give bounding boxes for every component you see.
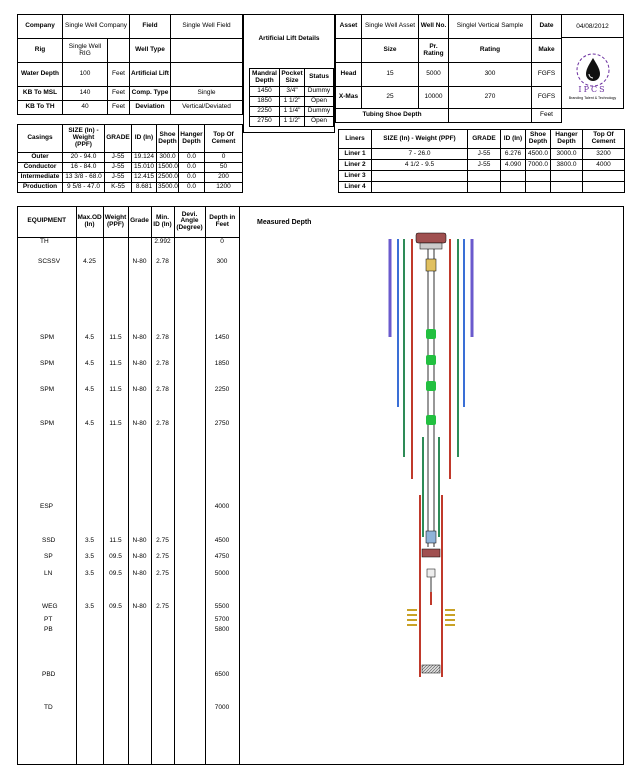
- spm-icon: [426, 329, 436, 339]
- liners-table: [338, 129, 625, 193]
- equipment-min-id: 2.992: [154, 238, 171, 245]
- casing-size: 20 - 94.0: [63, 153, 105, 163]
- kb-th-label: KB To TH: [18, 101, 63, 115]
- liner-grade: [468, 171, 501, 182]
- equipment-grade: N-80: [132, 537, 147, 544]
- top-of-cement-header: Top Of Cement: [205, 125, 243, 153]
- plug-back-icon: [422, 665, 440, 673]
- equipment-grade: N-80: [132, 603, 147, 610]
- casing-grade: J-55: [105, 153, 132, 163]
- equipment-depth: 1450: [214, 334, 230, 341]
- casing-grade: J-55: [105, 163, 132, 173]
- equipment-depth: 4750: [214, 553, 230, 560]
- equipment-grade: N-80: [132, 570, 147, 577]
- pocket-size: 1 1/4": [280, 107, 305, 117]
- equipment-grade: N-80: [132, 553, 147, 560]
- artificial-lift-title: Artificial Lift Details: [258, 35, 320, 42]
- liner-size: 7 - 26.0: [372, 149, 468, 160]
- equipment-grade: N-80: [132, 334, 147, 341]
- equipment-row: [18, 536, 239, 546]
- logo-box: [561, 37, 624, 109]
- rating-label: Rating: [449, 39, 532, 63]
- liner-shoe: 4500.0: [526, 149, 551, 160]
- liner-shoe: 7000.0: [526, 160, 551, 171]
- equipment-min-id: 2.75: [156, 603, 169, 610]
- equipment-header: [18, 207, 239, 238]
- casing-toc: 0: [205, 153, 243, 163]
- equipment-row: [18, 602, 239, 612]
- date-text: 04/08/2012: [576, 22, 609, 30]
- equipment-min-id: 2.75: [156, 553, 169, 560]
- table-row: [339, 171, 625, 182]
- equipment-max-od: 4.5: [84, 334, 95, 341]
- equipment-weight: 11.5: [109, 386, 122, 393]
- casing-hanger: 0.0: [179, 163, 205, 173]
- artificial-lift-panel: [243, 14, 335, 133]
- equipment-min-id: 2.78: [156, 360, 169, 367]
- liner-grade: J-55: [468, 149, 501, 160]
- casings-table: [17, 124, 243, 193]
- head-label: Head: [336, 63, 362, 87]
- liner-hanger: 3000.0: [551, 149, 583, 160]
- liner-shoe-header: Shoe Depth: [526, 130, 551, 149]
- equipment-depth: 1850: [214, 360, 230, 367]
- equipment-row: [18, 333, 239, 343]
- equipment-row: [18, 419, 239, 429]
- asset-table: [335, 14, 562, 123]
- casing-name: Outer: [18, 153, 63, 163]
- equipment-name: SSD: [42, 537, 56, 544]
- landing-nipple-icon: [427, 569, 435, 577]
- equipment-row: [18, 552, 239, 562]
- liner-id: [501, 182, 526, 193]
- equipment-name: ESP: [40, 503, 54, 510]
- asset-value: Single Well Asset: [362, 15, 419, 39]
- equipment-max-od: 3.5: [84, 537, 95, 544]
- mandral-depth: 1850: [250, 97, 280, 107]
- ssd-icon: [426, 531, 436, 543]
- pr-rating-label: Pr. Rating: [419, 39, 449, 63]
- casing-size: 16 - 84.0: [63, 163, 105, 173]
- casing-id: 19.124: [132, 153, 157, 163]
- liner-toc-header: Top Of Cement: [583, 130, 625, 149]
- valve-status: Open: [305, 117, 334, 127]
- liner-size: 4 1/2 - 9.5: [372, 160, 468, 171]
- equipment-row: [18, 569, 239, 579]
- well-type-value: [171, 39, 243, 63]
- id-header: ID (In): [132, 125, 157, 153]
- liner-toc: [583, 171, 625, 182]
- casing-toc: 50: [205, 163, 243, 173]
- liner-id: 4.090: [501, 160, 526, 171]
- date-value: [561, 14, 624, 38]
- casing-shoe: 300.0: [157, 153, 179, 163]
- equipment-max-od: 3.5: [84, 603, 95, 610]
- equipment-max-od: 3.5: [84, 570, 95, 577]
- size-label: Size: [362, 39, 419, 63]
- valve-status: Dummy: [305, 87, 334, 97]
- artificial-lift-row: [250, 97, 334, 107]
- equipment-weight: 09.5: [109, 603, 122, 610]
- equipment-depth: 2750: [214, 420, 230, 427]
- casing-size: 13 3/8 - 68.0: [63, 173, 105, 183]
- artificial-lift-row: [250, 107, 334, 117]
- artificial-lift-value: [171, 63, 243, 87]
- equipment-depth: 5000: [214, 570, 230, 577]
- tubing-head-icon: [416, 233, 446, 243]
- casing-name: Production: [18, 183, 63, 193]
- spm-icon: [426, 355, 436, 365]
- perforation-left-icon: [407, 609, 417, 626]
- well-type-label: Well Type: [130, 39, 171, 63]
- equipment-row: [18, 703, 239, 713]
- equipment-row: [18, 385, 239, 395]
- liner-name: Liner 3: [339, 171, 372, 182]
- artificial-lift-label: Artificial Lift: [130, 63, 171, 87]
- casing-hanger: 0.0: [179, 153, 205, 163]
- kb-msl-unit: Feet: [108, 87, 130, 101]
- liner-shoe: [526, 182, 551, 193]
- kb-msl-label: KB To MSL: [18, 87, 63, 101]
- comp-type-value: Single: [171, 87, 243, 101]
- field-value: Single Well Field: [171, 15, 243, 39]
- casing-name: Intermediate: [18, 173, 63, 183]
- company-value: Single Well Company: [63, 15, 130, 39]
- water-depth-value: 100: [63, 63, 108, 87]
- equipment-depth: 4000: [214, 503, 230, 510]
- liner-hanger: [551, 182, 583, 193]
- equipment-name: PBD: [42, 671, 56, 678]
- table-row: [18, 153, 243, 163]
- equipment-depth: 5800: [214, 626, 230, 633]
- equipment-min-id: 2.78: [156, 334, 169, 341]
- equipment-grade: N-80: [132, 360, 147, 367]
- mandral-depth-header: Mandral Depth: [250, 69, 280, 87]
- size-weight-header: SIZE (In) - Weight (PPF): [63, 125, 105, 153]
- equipment-max-od: 3.5: [84, 553, 95, 560]
- equipment-min-id: 2.78: [156, 420, 169, 427]
- devi-angle-header: Devi. Angle (Degree): [174, 207, 205, 237]
- artificial-lift-table: [249, 68, 334, 127]
- casing-shoe: 2500.0: [157, 173, 179, 183]
- equipment-min-id: 2.78: [156, 258, 169, 265]
- table-row: [339, 149, 625, 160]
- xmas-size: 25: [362, 87, 419, 109]
- equipment-row: [18, 625, 239, 635]
- hanger-depth-header: Hanger Depth: [179, 125, 205, 153]
- equipment-depth: 300: [216, 258, 228, 265]
- equipment-depth: 5700: [214, 616, 230, 623]
- equipment-depth: 4500: [214, 537, 230, 544]
- casings-header: Casings: [18, 125, 63, 153]
- kb-th-value: 40: [63, 101, 108, 115]
- pocket-size-header: Pocket Size: [280, 69, 305, 87]
- field-label: Field: [130, 15, 171, 39]
- liner-hanger: 3800.0: [551, 160, 583, 171]
- equipment-weight: 11.5: [109, 360, 122, 367]
- grade-header: GRADE: [105, 125, 132, 153]
- equipment-name: TH: [40, 238, 49, 245]
- equipment-grade: N-80: [132, 420, 147, 427]
- equipment-weight: 09.5: [109, 570, 122, 577]
- equipment-weight: 11.5: [109, 334, 122, 341]
- company-label: Company: [18, 15, 63, 39]
- equipment-depth: 2250: [214, 386, 230, 393]
- equipment-row: [18, 670, 239, 680]
- equipment-depth: 7000: [214, 704, 230, 711]
- equipment-min-id: 2.75: [156, 537, 169, 544]
- casing-grade: J-55: [105, 173, 132, 183]
- equipment-name: SCSSV: [38, 258, 61, 265]
- wellbore-diagram-panel: [240, 206, 624, 765]
- liner-name: Liner 4: [339, 182, 372, 193]
- artificial-lift-row: [250, 117, 334, 127]
- rig-value: Single Well RIG: [63, 39, 108, 63]
- equipment-name: SPM: [40, 360, 55, 367]
- casing-name: Conductor: [18, 163, 63, 173]
- valve-status: Dummy: [305, 107, 334, 117]
- wellbore-schematic: [240, 207, 623, 764]
- max-od-header: Max.OD (In): [76, 207, 103, 237]
- equipment-name: SPM: [40, 334, 55, 341]
- equipment-depth: 5500: [214, 603, 230, 610]
- equipment-name: TD: [44, 704, 53, 711]
- equipment-max-od: 4.5: [84, 360, 95, 367]
- table-row: [339, 182, 625, 193]
- liner-toc: 3200: [583, 149, 625, 160]
- equipment-name: SPM: [40, 420, 55, 427]
- xmas-label: X-Mas: [336, 87, 362, 109]
- xmas-rating: 270: [449, 87, 532, 109]
- kb-msl-value: 140: [63, 87, 108, 101]
- liner-toc: [583, 182, 625, 193]
- liner-hanger: [551, 171, 583, 182]
- mandral-depth: 2250: [250, 107, 280, 117]
- equipment-max-od: 4.5: [84, 386, 95, 393]
- equipment-row: [18, 237, 239, 247]
- liner-size: [372, 171, 468, 182]
- xmas-make: FGFS: [532, 87, 562, 109]
- date-label: Date: [532, 15, 562, 39]
- table-row: [18, 173, 243, 183]
- water-depth-unit: Feet: [108, 63, 130, 87]
- rig-label: Rig: [18, 39, 63, 63]
- liner-hanger-header: Hanger Depth: [551, 130, 583, 149]
- valve-status: Open: [305, 97, 334, 107]
- table-row: [18, 163, 243, 173]
- spm-icon: [426, 415, 436, 425]
- casing-id: 15.010: [132, 163, 157, 173]
- well-no-label: Well No.: [419, 15, 449, 39]
- diagram-title: Measured Depth: [257, 219, 312, 226]
- casing-size: 9 5/8 - 47.0: [63, 183, 105, 193]
- tubing-shoe-value: [449, 109, 532, 123]
- mandral-depth: 1450: [250, 87, 280, 97]
- liner-size-header: SIZE (In) - Weight (PPF): [372, 130, 468, 149]
- make-label: Make: [532, 39, 562, 63]
- casing-id: 8.681: [132, 183, 157, 193]
- perforation-right-icon: [445, 609, 455, 626]
- equipment-row: [18, 257, 239, 267]
- casing-shoe: 1500.0: [157, 163, 179, 173]
- equipment-max-od: 4.5: [84, 420, 95, 427]
- liners-header: Liners: [339, 130, 372, 149]
- mandral-depth: 2750: [250, 117, 280, 127]
- liner-grade: [468, 182, 501, 193]
- water-depth-label: Water Depth: [18, 63, 63, 87]
- liner-grade: J-55: [468, 160, 501, 171]
- equipment-min-id: 2.75: [156, 570, 169, 577]
- equipment-grade: N-80: [132, 386, 147, 393]
- equipment-name: PT: [44, 616, 53, 623]
- well-header-table: [17, 14, 243, 115]
- casing-grade: K-55: [105, 183, 132, 193]
- liner-id: 6.276: [501, 149, 526, 160]
- well-no-value: Singlel Vertical Sample: [449, 15, 532, 39]
- pocket-size: 3/4": [280, 87, 305, 97]
- equipment-weight: 11.5: [109, 537, 122, 544]
- equipment-name: WEG: [42, 603, 58, 610]
- equipment-weight: 11.5: [109, 420, 122, 427]
- shoe-depth-header: Shoe Depth: [157, 125, 179, 153]
- min-id-header: Min. ID (In): [151, 207, 174, 237]
- depth-header: Depth in Feet: [205, 207, 239, 237]
- equipment-name: SPM: [40, 386, 55, 393]
- kb-th-unit: Feet: [108, 101, 130, 115]
- equipment-panel: [17, 206, 240, 765]
- head-rating: 300: [449, 63, 532, 87]
- grade-header: Grade: [128, 207, 151, 237]
- head-pr-rating: 5000: [419, 63, 449, 87]
- equipment-name: LN: [44, 570, 53, 577]
- equipment-weight: 09.5: [109, 553, 122, 560]
- liner-toc: 4000: [583, 160, 625, 171]
- status-header: Status: [305, 69, 334, 87]
- equipment-max-od: 4.25: [83, 258, 96, 265]
- casing-id: 12.415: [132, 173, 157, 183]
- casing-hanger: 0.0: [179, 183, 205, 193]
- tubing-shoe-label: Tubing Shoe Depth: [336, 109, 449, 123]
- deviation-value: Vertical/Deviated: [171, 101, 243, 115]
- equipment-depth: 0: [220, 238, 224, 245]
- equipment-row: [18, 502, 239, 512]
- equipment-name: SP: [44, 553, 53, 560]
- equipment-row: [18, 615, 239, 625]
- liner-id: [501, 171, 526, 182]
- head-size: 15: [362, 63, 419, 87]
- liner-id-header: ID (In): [501, 130, 526, 149]
- xmas-pr-rating: 10000: [419, 87, 449, 109]
- scssv-icon: [426, 259, 436, 271]
- equipment-row: [18, 359, 239, 369]
- equipment-name: PB: [44, 626, 53, 633]
- logo-text: IPCS: [578, 85, 607, 94]
- equipment-grade: N-80: [132, 258, 147, 265]
- liner-grade-header: GRADE: [468, 130, 501, 149]
- liner-name: Liner 1: [339, 149, 372, 160]
- equipment-header-name: EQUIPMENT: [18, 207, 76, 237]
- liner-size: [372, 182, 468, 193]
- tubing-shoe-unit: Feet: [532, 109, 562, 123]
- liner-shoe: [526, 171, 551, 182]
- deviation-label: Deviation: [130, 101, 171, 115]
- asset-label: Asset: [336, 15, 362, 39]
- equipment-depth: 6500: [214, 671, 230, 678]
- casing-shoe: 3500.0: [157, 183, 179, 193]
- logo-tagline: Branding Talent & Technology: [568, 96, 617, 100]
- equipment-min-id: 2.78: [156, 386, 169, 393]
- table-row: [339, 160, 625, 171]
- spm-icon: [426, 381, 436, 391]
- casing-toc: 200: [205, 173, 243, 183]
- casing-hanger: 0.0: [179, 173, 205, 183]
- artificial-lift-row: [250, 87, 334, 97]
- pocket-size: 1 1/2": [280, 97, 305, 107]
- comp-type-label: Comp. Type: [130, 87, 171, 101]
- casing-toc: 1200: [205, 183, 243, 193]
- liner-name: Liner 2: [339, 160, 372, 171]
- pocket-size: 1 1/2": [280, 117, 305, 127]
- packer-icon: [422, 549, 440, 557]
- head-make: FGFS: [532, 63, 562, 87]
- table-row: [18, 183, 243, 193]
- weight-header: Weight (PPF): [103, 207, 128, 237]
